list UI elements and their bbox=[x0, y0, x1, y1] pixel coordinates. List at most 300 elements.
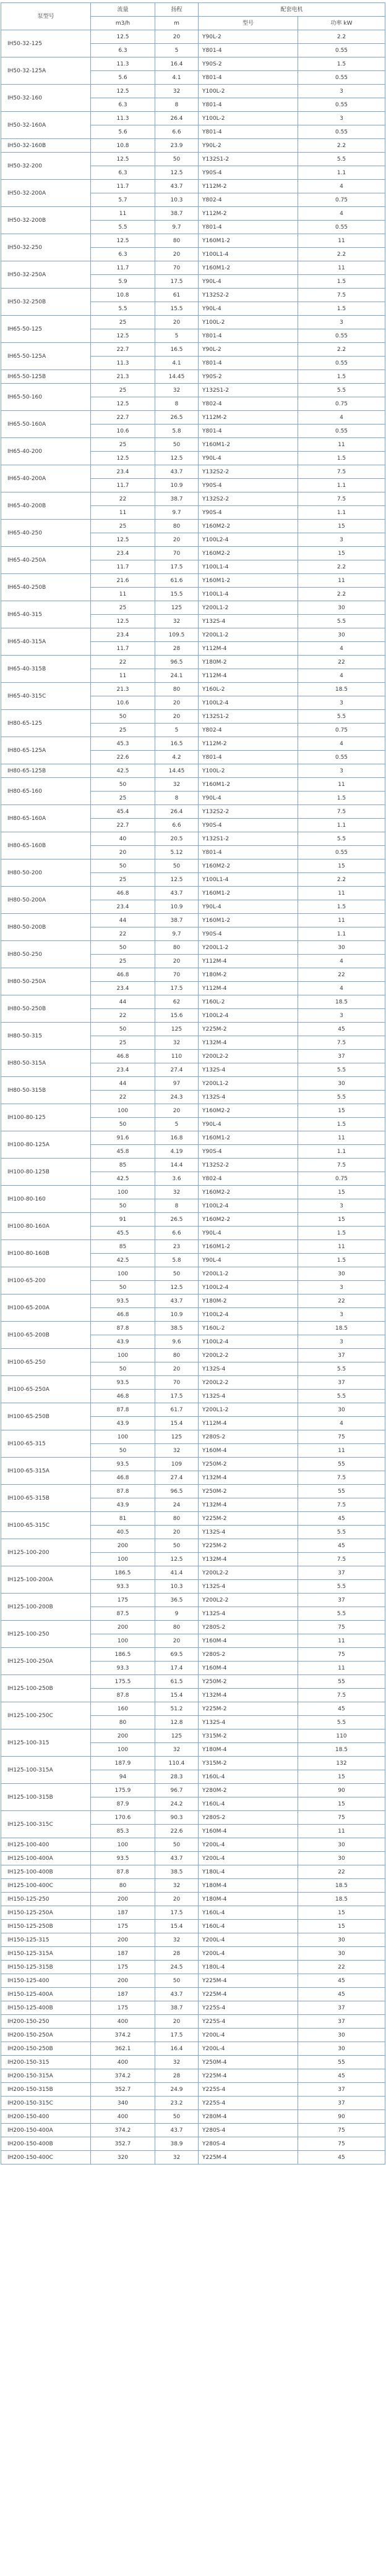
table-row bbox=[1, 2015, 385, 2029]
cell-power: 30 bbox=[298, 941, 385, 955]
table-row bbox=[1, 465, 385, 479]
cell-head: 8 bbox=[155, 792, 199, 805]
cell-power: 1.1 bbox=[298, 166, 385, 180]
cell-power: 0.75 bbox=[298, 1172, 385, 1186]
cell-head: 36.5 bbox=[155, 1594, 199, 1607]
table-row bbox=[1, 438, 385, 452]
cell-power: 75 bbox=[298, 2124, 385, 2137]
cell-flow: 93.3 bbox=[91, 1580, 155, 1594]
cell-motor-model: Y200L1-2 bbox=[199, 1267, 298, 1281]
table-row bbox=[1, 112, 385, 125]
cell-flow: 93.5 bbox=[91, 1294, 155, 1308]
cell-motor-model: Y100L2-4 bbox=[199, 1009, 298, 1023]
cell-head: 15.4 bbox=[155, 1920, 199, 1933]
table-row bbox=[1, 2151, 385, 2164]
cell-motor-model: Y132S2-2 bbox=[199, 465, 298, 479]
cell-head: 32 bbox=[155, 1444, 199, 1458]
cell-motor-model: Y225M-2 bbox=[199, 1023, 298, 1036]
table-row bbox=[1, 1838, 385, 1852]
cell-power: 55 bbox=[298, 1485, 385, 1498]
cell-power: 15 bbox=[298, 1920, 385, 1933]
header-motor-model: 型号 bbox=[199, 17, 298, 30]
cell-head: 20 bbox=[155, 1362, 199, 1376]
cell-head: 32 bbox=[155, 1036, 199, 1050]
cell-flow: 11 bbox=[91, 506, 155, 520]
cell-head: 80 bbox=[155, 683, 199, 696]
cell-flow: 5.7 bbox=[91, 193, 155, 207]
cell-model: IH100-65-315A bbox=[1, 1458, 91, 1485]
cell-head: 20 bbox=[155, 1634, 199, 1648]
cell-flow: 200 bbox=[91, 1974, 155, 1988]
cell-model: IH50-32-200 bbox=[1, 153, 91, 180]
cell-head: 4.19 bbox=[155, 1145, 199, 1159]
cell-flow: 25 bbox=[91, 1036, 155, 1050]
cell-model: IH125-100-250B bbox=[1, 1675, 91, 1702]
cell-motor-model: Y90S-4 bbox=[199, 819, 298, 832]
cell-head: 61.7 bbox=[155, 1403, 199, 1417]
cell-head: 17.5 bbox=[155, 1906, 199, 1920]
cell-flow: 93.3 bbox=[91, 1662, 155, 1675]
cell-head: 16.4 bbox=[155, 57, 199, 71]
cell-motor-model: Y802-4 bbox=[199, 193, 298, 207]
cell-flow: 22 bbox=[91, 1091, 155, 1104]
cell-head: 6.6 bbox=[155, 819, 199, 832]
cell-model: IH100-65-200A bbox=[1, 1294, 91, 1322]
cell-head: 32 bbox=[155, 615, 199, 628]
cell-flow: 44 bbox=[91, 1077, 155, 1091]
cell-head: 23.9 bbox=[155, 139, 199, 153]
cell-head: 109.5 bbox=[155, 628, 199, 642]
cell-power: 2.2 bbox=[298, 343, 385, 357]
cell-flow: 187 bbox=[91, 1947, 155, 1961]
table-row bbox=[1, 1458, 385, 1471]
cell-power: 75 bbox=[298, 1430, 385, 1444]
cell-head: 70 bbox=[155, 261, 199, 275]
cell-head: 17.5 bbox=[155, 982, 199, 995]
cell-power: 4 bbox=[298, 737, 385, 751]
table-row bbox=[1, 261, 385, 275]
cell-motor-model: Y90S-4 bbox=[199, 479, 298, 492]
cell-model: IH200-150-315B bbox=[1, 2083, 91, 2097]
cell-head: 28 bbox=[155, 1947, 199, 1961]
cell-motor-model: Y250M-2 bbox=[199, 1675, 298, 1689]
cell-motor-model: Y180L-4 bbox=[199, 1865, 298, 1879]
cell-head: 50 bbox=[155, 1267, 199, 1281]
cell-power: 15 bbox=[298, 547, 385, 560]
cell-model: IH65-40-250A bbox=[1, 547, 91, 574]
cell-head: 20 bbox=[155, 1893, 199, 1906]
cell-model: IH80-50-250 bbox=[1, 941, 91, 968]
cell-flow: 45.5 bbox=[91, 1227, 155, 1240]
cell-motor-model: Y180M-2 bbox=[199, 968, 298, 982]
cell-motor-model: Y160M1-2 bbox=[199, 574, 298, 588]
cell-flow: 175 bbox=[91, 1920, 155, 1933]
cell-power: 0.75 bbox=[298, 397, 385, 411]
cell-flow: 6.3 bbox=[91, 98, 155, 112]
cell-model: IH200-150-250B bbox=[1, 2042, 91, 2056]
cell-head: 80 bbox=[155, 941, 199, 955]
cell-motor-model: Y280S-2 bbox=[199, 1430, 298, 1444]
cell-head: 125 bbox=[155, 1430, 199, 1444]
cell-head: 70 bbox=[155, 1376, 199, 1390]
cell-motor-model: Y802-4 bbox=[199, 1172, 298, 1186]
cell-head: 50 bbox=[155, 859, 199, 873]
cell-head: 43.7 bbox=[155, 2124, 199, 2137]
cell-head: 5.8 bbox=[155, 424, 199, 438]
pump-spec-table bbox=[1, 2, 385, 2164]
cell-model: IH125-100-250C bbox=[1, 1702, 91, 1729]
table-row bbox=[1, 1403, 385, 1417]
cell-flow: 46.8 bbox=[91, 1308, 155, 1322]
cell-head: 70 bbox=[155, 968, 199, 982]
cell-model: IH100-80-125B bbox=[1, 1159, 91, 1186]
cell-motor-model: Y200L2-2 bbox=[199, 1376, 298, 1390]
cell-model: IH100-65-250 bbox=[1, 1349, 91, 1376]
cell-flow: 100 bbox=[91, 1104, 155, 1118]
cell-head: 17.5 bbox=[155, 2029, 199, 2042]
cell-power: 37 bbox=[298, 1566, 385, 1580]
cell-power: 5.5 bbox=[298, 153, 385, 166]
cell-model: IH50-32-125 bbox=[1, 30, 91, 57]
cell-power: 37 bbox=[298, 2001, 385, 2015]
cell-motor-model: Y160M2-2 bbox=[199, 859, 298, 873]
cell-power: 30 bbox=[298, 1852, 385, 1865]
cell-motor-model: Y100L2-4 bbox=[199, 696, 298, 710]
cell-model: IH200-150-250 bbox=[1, 2015, 91, 2029]
cell-model: IH80-65-160 bbox=[1, 778, 91, 805]
cell-motor-model: Y225S-4 bbox=[199, 2015, 298, 2029]
cell-motor-model: Y132S2-2 bbox=[199, 805, 298, 819]
cell-model: IH150-125-400A bbox=[1, 1988, 91, 2001]
cell-motor-model: Y160M1-2 bbox=[199, 887, 298, 900]
table-row bbox=[1, 628, 385, 642]
cell-model: IH150-125-315A bbox=[1, 1947, 91, 1961]
cell-flow: 374.2 bbox=[91, 2124, 155, 2137]
table-row bbox=[1, 683, 385, 696]
cell-flow: 23.4 bbox=[91, 465, 155, 479]
cell-power: 37 bbox=[298, 1376, 385, 1390]
cell-motor-model: Y200L1-2 bbox=[199, 601, 298, 615]
table-row bbox=[1, 1852, 385, 1865]
cell-power: 3 bbox=[298, 1009, 385, 1023]
cell-model: IH65-40-315A bbox=[1, 628, 91, 656]
cell-flow: 170.6 bbox=[91, 1811, 155, 1825]
cell-power: 15 bbox=[298, 1213, 385, 1227]
cell-flow: 11.7 bbox=[91, 642, 155, 656]
cell-head: 12.5 bbox=[155, 452, 199, 465]
cell-motor-model: Y100L2-4 bbox=[199, 1199, 298, 1213]
cell-power: 1.1 bbox=[298, 1145, 385, 1159]
table-row bbox=[1, 2029, 385, 2042]
cell-power: 22 bbox=[298, 1865, 385, 1879]
cell-head: 32 bbox=[155, 1743, 199, 1757]
cell-motor-model: Y225M-4 bbox=[199, 2151, 298, 2164]
cell-power: 75 bbox=[298, 1811, 385, 1825]
cell-flow: 340 bbox=[91, 2097, 155, 2110]
cell-head: 50 bbox=[155, 2110, 199, 2124]
cell-flow: 374.2 bbox=[91, 2029, 155, 2042]
cell-flow: 175 bbox=[91, 1594, 155, 1607]
cell-flow: 22.7 bbox=[91, 411, 155, 424]
cell-motor-model: Y100L-2 bbox=[199, 85, 298, 98]
cell-head: 125 bbox=[155, 1729, 199, 1743]
cell-flow: 12.5 bbox=[91, 533, 155, 547]
cell-head: 15.4 bbox=[155, 1417, 199, 1430]
cell-head: 20 bbox=[155, 316, 199, 329]
cell-flow: 187 bbox=[91, 1906, 155, 1920]
cell-flow: 12.5 bbox=[91, 30, 155, 44]
cell-flow: 320 bbox=[91, 2151, 155, 2164]
cell-flow: 10.8 bbox=[91, 289, 155, 302]
cell-flow: 100 bbox=[91, 1634, 155, 1648]
cell-head: 32 bbox=[155, 1186, 199, 1199]
table-row bbox=[1, 1485, 385, 1498]
cell-flow: 40.5 bbox=[91, 1526, 155, 1539]
cell-flow: 175.5 bbox=[91, 1675, 155, 1689]
table-row bbox=[1, 520, 385, 533]
cell-model: IH150-125-250B bbox=[1, 1920, 91, 1933]
cell-motor-model: Y100L2-4 bbox=[199, 533, 298, 547]
cell-head: 50 bbox=[155, 153, 199, 166]
cell-power: 11 bbox=[298, 887, 385, 900]
cell-motor-model: Y801-4 bbox=[199, 751, 298, 764]
cell-power: 37 bbox=[298, 2097, 385, 2110]
cell-flow: 11.7 bbox=[91, 180, 155, 193]
cell-flow: 45.4 bbox=[91, 805, 155, 819]
cell-power: 1.5 bbox=[298, 900, 385, 914]
cell-power: 30 bbox=[298, 1947, 385, 1961]
cell-flow: 45.8 bbox=[91, 1145, 155, 1159]
cell-head: 24.2 bbox=[155, 1797, 199, 1811]
cell-power: 18.5 bbox=[298, 1879, 385, 1893]
cell-flow: 11.3 bbox=[91, 357, 155, 370]
cell-head: 28 bbox=[155, 2069, 199, 2083]
cell-flow: 186.5 bbox=[91, 1566, 155, 1580]
table-row bbox=[1, 85, 385, 98]
cell-power: 22 bbox=[298, 1294, 385, 1308]
cell-head: 8 bbox=[155, 98, 199, 112]
cell-head: 110.4 bbox=[155, 1757, 199, 1770]
cell-model: IH200-150-400B bbox=[1, 2137, 91, 2151]
cell-head: 110 bbox=[155, 1050, 199, 1063]
cell-power: 2.2 bbox=[298, 560, 385, 574]
cell-motor-model: Y200L-4 bbox=[199, 1838, 298, 1852]
table-row bbox=[1, 1933, 385, 1947]
cell-motor-model: Y280S-4 bbox=[199, 2124, 298, 2137]
table-row bbox=[1, 1539, 385, 1553]
header-power-label: 功率 bbox=[330, 20, 342, 27]
cell-power: 11 bbox=[298, 914, 385, 927]
cell-power: 7.5 bbox=[298, 1553, 385, 1566]
cell-model: IH125-100-200B bbox=[1, 1594, 91, 1621]
cell-head: 3.6 bbox=[155, 1172, 199, 1186]
cell-motor-model: Y100L2-4 bbox=[199, 1281, 298, 1294]
cell-flow: 362.1 bbox=[91, 2042, 155, 2056]
cell-motor-model: Y160M1-2 bbox=[199, 778, 298, 792]
cell-head: 38.5 bbox=[155, 1865, 199, 1879]
cell-head: 5 bbox=[155, 724, 199, 737]
cell-flow: 43.9 bbox=[91, 1417, 155, 1430]
cell-flow: 11.3 bbox=[91, 112, 155, 125]
cell-motor-model: Y160L-4 bbox=[199, 1920, 298, 1933]
cell-flow: 22.7 bbox=[91, 819, 155, 832]
cell-motor-model: Y132M-4 bbox=[199, 1471, 298, 1485]
table-row bbox=[1, 57, 385, 71]
cell-power: 1.5 bbox=[298, 1118, 385, 1131]
cell-motor-model: Y225M-4 bbox=[199, 1974, 298, 1988]
header-model: 泵型号 bbox=[1, 3, 91, 30]
cell-model: IH125-100-200 bbox=[1, 1539, 91, 1566]
cell-motor-model: Y132S2-2 bbox=[199, 1159, 298, 1172]
cell-motor-model: Y132S-4 bbox=[199, 1362, 298, 1376]
cell-flow: 40 bbox=[91, 832, 155, 846]
cell-power: 18.5 bbox=[298, 1743, 385, 1757]
cell-head: 6.6 bbox=[155, 125, 199, 139]
cell-flow: 200 bbox=[91, 1729, 155, 1743]
cell-head: 26.4 bbox=[155, 112, 199, 125]
cell-head: 20 bbox=[155, 710, 199, 724]
cell-flow: 10.8 bbox=[91, 139, 155, 153]
cell-model: IH150-125-250A bbox=[1, 1906, 91, 1920]
table-row bbox=[1, 1893, 385, 1906]
cell-model: IH65-50-160 bbox=[1, 384, 91, 411]
cell-head: 20 bbox=[155, 696, 199, 710]
cell-motor-model: Y160M2-2 bbox=[199, 1104, 298, 1118]
cell-model: IH100-80-125 bbox=[1, 1104, 91, 1131]
cell-motor-model: Y90S-2 bbox=[199, 57, 298, 71]
cell-head: 16.5 bbox=[155, 343, 199, 357]
cell-flow: 25 bbox=[91, 955, 155, 968]
cell-power: 0.55 bbox=[298, 846, 385, 859]
cell-head: 20 bbox=[155, 533, 199, 547]
cell-motor-model: Y100L1-4 bbox=[199, 588, 298, 601]
cell-model: IH200-150-315A bbox=[1, 2069, 91, 2083]
cell-model: IH65-40-200B bbox=[1, 492, 91, 520]
cell-head: 61.5 bbox=[155, 1675, 199, 1689]
cell-power: 11 bbox=[298, 1634, 385, 1648]
cell-head: 6.6 bbox=[155, 1227, 199, 1240]
table-row bbox=[1, 1702, 385, 1716]
cell-power: 22 bbox=[298, 656, 385, 669]
table-row bbox=[1, 2042, 385, 2056]
cell-motor-model: Y100L1-4 bbox=[199, 248, 298, 261]
cell-power: 4 bbox=[298, 669, 385, 683]
cell-power: 3 bbox=[298, 1308, 385, 1322]
cell-model: IH150-125-315 bbox=[1, 1933, 91, 1947]
cell-head: 12.5 bbox=[155, 166, 199, 180]
cell-flow: 46.8 bbox=[91, 1390, 155, 1403]
cell-model: IH80-65-125A bbox=[1, 737, 91, 764]
cell-head: 38.7 bbox=[155, 492, 199, 506]
cell-motor-model: Y225M-2 bbox=[199, 1702, 298, 1716]
cell-flow: 25 bbox=[91, 316, 155, 329]
cell-head: 16.8 bbox=[155, 1131, 199, 1145]
table-row bbox=[1, 941, 385, 955]
cell-flow: 5.5 bbox=[91, 221, 155, 234]
cell-power: 37 bbox=[298, 2015, 385, 2029]
table-row bbox=[1, 1879, 385, 1893]
cell-motor-model: Y180M-2 bbox=[199, 656, 298, 669]
cell-motor-model: Y160M1-2 bbox=[199, 1240, 298, 1254]
table-row bbox=[1, 1594, 385, 1607]
cell-head: 5.12 bbox=[155, 846, 199, 859]
cell-model: IH50-32-200B bbox=[1, 207, 91, 234]
cell-head: 32 bbox=[155, 384, 199, 397]
cell-power: 5.5 bbox=[298, 1091, 385, 1104]
cell-power: 4 bbox=[298, 1417, 385, 1430]
table-row bbox=[1, 234, 385, 248]
table-row bbox=[1, 1621, 385, 1634]
cell-model: IH80-50-315A bbox=[1, 1050, 91, 1077]
table-row bbox=[1, 1566, 385, 1580]
cell-model: IH125-100-200A bbox=[1, 1566, 91, 1594]
cell-head: 38.7 bbox=[155, 2001, 199, 2015]
cell-motor-model: Y160M1-2 bbox=[199, 1131, 298, 1145]
cell-power: 4 bbox=[298, 180, 385, 193]
cell-motor-model: Y132S-4 bbox=[199, 1091, 298, 1104]
cell-power: 1.5 bbox=[298, 302, 385, 316]
cell-power: 37 bbox=[298, 1594, 385, 1607]
cell-head: 28 bbox=[155, 642, 199, 656]
cell-model: IH65-40-200 bbox=[1, 438, 91, 465]
cell-model: IH150-125-400 bbox=[1, 1974, 91, 1988]
cell-motor-model: Y280S-2 bbox=[199, 1621, 298, 1634]
cell-head: 9.7 bbox=[155, 506, 199, 520]
cell-head: 10.9 bbox=[155, 1308, 199, 1322]
cell-head: 10.9 bbox=[155, 479, 199, 492]
cell-power: 30 bbox=[298, 1267, 385, 1281]
table-row bbox=[1, 601, 385, 615]
cell-head: 9.6 bbox=[155, 1335, 199, 1349]
cell-head: 90.3 bbox=[155, 1811, 199, 1825]
cell-model: IH100-80-160A bbox=[1, 1213, 91, 1240]
cell-flow: 50 bbox=[91, 1362, 155, 1376]
cell-power: 2.2 bbox=[298, 873, 385, 887]
cell-head: 12.5 bbox=[155, 1281, 199, 1294]
cell-flow: 46.8 bbox=[91, 1471, 155, 1485]
table-row bbox=[1, 710, 385, 724]
cell-motor-model: Y280M-2 bbox=[199, 1784, 298, 1797]
cell-power: 30 bbox=[298, 2029, 385, 2042]
cell-motor-model: Y132S-4 bbox=[199, 1580, 298, 1594]
cell-model: IH65-40-250B bbox=[1, 574, 91, 601]
cell-flow: 50 bbox=[91, 1118, 155, 1131]
cell-head: 50 bbox=[155, 1539, 199, 1553]
cell-model: IH50-32-250 bbox=[1, 234, 91, 261]
cell-motor-model: Y90L-4 bbox=[199, 302, 298, 316]
cell-model: IH80-50-200 bbox=[1, 859, 91, 887]
cell-power: 1.5 bbox=[298, 1227, 385, 1240]
cell-head: 24.3 bbox=[155, 1091, 199, 1104]
cell-power: 15 bbox=[298, 859, 385, 873]
cell-power: 45 bbox=[298, 1974, 385, 1988]
table-row bbox=[1, 1131, 385, 1145]
cell-power: 7.5 bbox=[298, 492, 385, 506]
cell-power: 1.5 bbox=[298, 275, 385, 289]
cell-model: IH100-65-250B bbox=[1, 1403, 91, 1430]
cell-model: IH80-65-160B bbox=[1, 832, 91, 859]
cell-model: IH100-65-315C bbox=[1, 1512, 91, 1539]
cell-head: 26.5 bbox=[155, 411, 199, 424]
cell-head: 51.2 bbox=[155, 1702, 199, 1716]
cell-power: 45 bbox=[298, 1702, 385, 1716]
cell-flow: 100 bbox=[91, 1349, 155, 1362]
cell-flow: 6.3 bbox=[91, 248, 155, 261]
cell-power: 30 bbox=[298, 2042, 385, 2056]
cell-flow: 6.3 bbox=[91, 44, 155, 57]
cell-motor-model: Y160M1-2 bbox=[199, 261, 298, 275]
table-row bbox=[1, 2124, 385, 2137]
